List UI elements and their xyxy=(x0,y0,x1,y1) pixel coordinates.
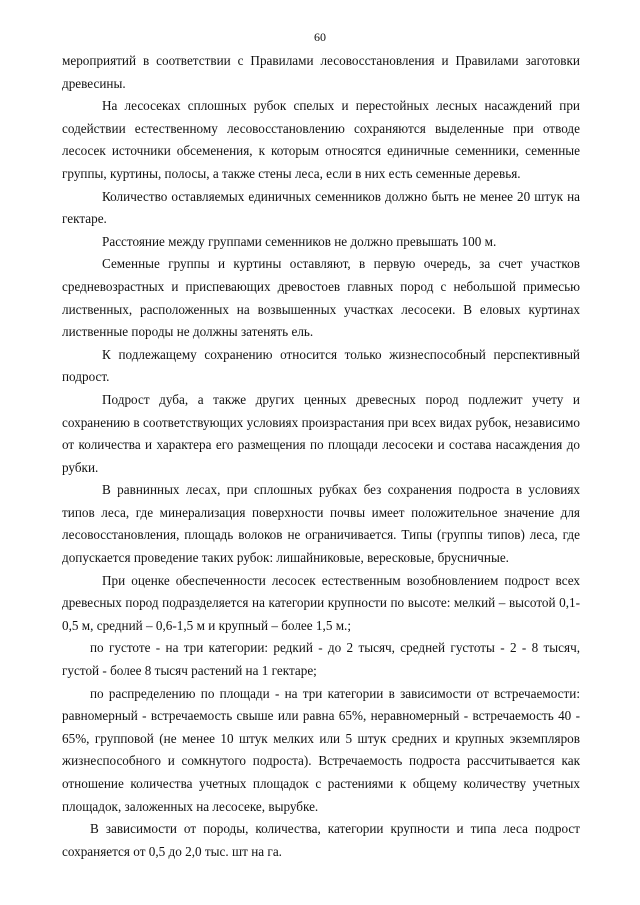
paragraph-distribution-categories: по распределению по площади - на три категории в зависимости от встречаемости: равномерный - встречаемость свыше или равна 65%, неравномерный - встречаемость 40 - 65%, групповой (не менее 10 штук мелких или 5 штук средних и крупных экземпляров жизнеспособного и сомкнутого подроста). Встречаемость подроста рассчитывается как отношение количества учетных площадок с растениями к общему количеству учетных площадок, заложенных на лесосеке, вырубке. xyxy=(62,685,580,814)
paragraph-seed-sources: На лесосеках сплошных рубок спелых и перестойных лесных насаждений при содействии естественному лесовосстановлению сохраняются выделенные при отводе лесосек источники обсеменения, к которым относятся единичные семенники, семенные группы, куртины, полосы, а также стены леса, если в них есть семенные деревья. xyxy=(62,98,580,181)
paragraph-continuation: мероприятий в соответствии с Правилами лесовосстановления и Правилами заготовки древесины. xyxy=(62,53,580,91)
paragraph-group-distance: Расстояние между группами семенников не должно превышать 100 м. xyxy=(102,233,497,249)
paragraph-plain-forests: В равнинных лесах, при сплошных рубках без сохранения подроста в условиях типов леса, где минерализация поверхности почвы имеет положительное значение для лесовосстановления, площадь волоков не ограничивается. Типы (группы типов) леса, где допускается проведение таких рубок: лишайниковые, вересковые, брусничные. xyxy=(62,482,580,566)
paragraph-size-categories: При оценке обеспеченности лесосек естественным возобновлением подрост всех древесных пород подразделяется на категории крупности по высоте: мелкий – высотой 0,1-0,5 м, средний – 0,6-1,5 м и крупный – более 1,5 м.; xyxy=(62,572,580,633)
paragraph-oak-undergrowth: Подрост дуба, а также других ценных древесных пород подлежит учету и сохранению в соответствующих условиях произрастания при всех видах рубок, независимо от количества и характера его размещения по площади лесосеки и состава насаждения до рубки. xyxy=(62,391,580,475)
paragraph-undergrowth-preservation: К подлежащему сохранению относится только жизнеспособный перспективный подрост. xyxy=(62,346,580,385)
paragraph-seed-groups: Семенные группы и куртины оставляют, в первую очередь, за счет участков средневозрастных и приспевающих древостоев главных пород с небольшой примесью лиственных, расположенных на возвышенных участках лесосеки. В еловых куртинах лиственные породы не должны затенять ель. xyxy=(62,256,580,340)
page-number: 60 xyxy=(314,30,326,44)
paragraph-density-categories: по густоте - на три категории: редкий - до 2 тысяч, средней густоты - 2 - 8 тысяч, густой - более 8 тысяч растений на 1 гектаре; xyxy=(62,640,580,679)
paragraph-preservation-amount: В зависимости от породы, количества, категории крупности и типа леса подрост сохраняется от 0,5 до 2,0 тыс. шт на га. xyxy=(62,821,580,859)
paragraph-seed-tree-count: Количество оставляемых единичных семенников должно быть не менее 20 штук на гектаре. xyxy=(62,188,580,227)
document-body xyxy=(62,50,580,863)
